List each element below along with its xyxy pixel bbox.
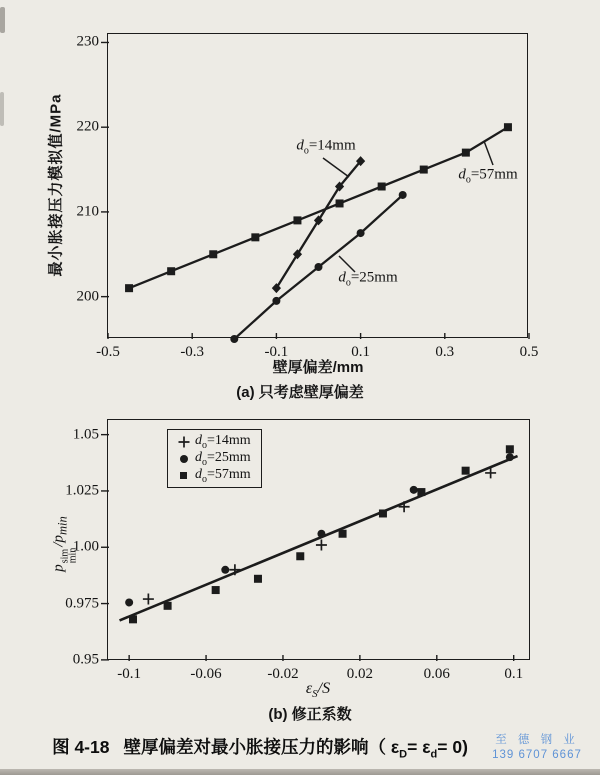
x-tick-label: 0.1: [504, 666, 524, 682]
sup: sim: [59, 548, 71, 564]
series-57mm-marker: [378, 183, 386, 191]
series-57mm-marker: [129, 615, 137, 623]
x-tick-label: 0.06: [423, 666, 450, 682]
series-57mm-marker: [254, 575, 262, 583]
figure-caption: [0, 734, 520, 761]
series-57mm-marker: [462, 149, 470, 157]
y-tick-label: 1.05: [72, 426, 99, 443]
x-tick-label: 0.02: [346, 666, 373, 682]
series-57mm-marker: [504, 123, 512, 131]
series-25mm-marker: [506, 453, 514, 461]
slash: /: [50, 542, 67, 547]
series-14mm-marker: [143, 594, 154, 605]
chart-b-canvas: [108, 420, 531, 661]
y-tick-label: 220: [76, 118, 99, 135]
watermark-phone: 139 6707 6667: [492, 749, 582, 761]
x-tick-label: -0.5: [96, 344, 120, 360]
x-tick-label: -0.02: [267, 666, 299, 682]
x-tick-label: 0.1: [351, 344, 370, 360]
watermark-company: 至 德 钢 业: [495, 734, 579, 746]
chart-b-x-axis-label: [306, 680, 330, 700]
x-tick-label: -0.06: [190, 666, 222, 682]
figure-title: 壁厚偏差对最小胀接压力的影响: [123, 737, 369, 757]
y-tick-label: 1.00: [72, 538, 99, 555]
series-57mm-marker: [379, 509, 387, 517]
x-tick-label: -0.3: [180, 344, 205, 360]
x-tick-label: -0.1: [117, 666, 142, 682]
chart-a-subtitle: (a) 只考虑壁厚偏差: [236, 384, 364, 401]
formula-segment: （: [368, 737, 391, 757]
formula-segment: ε: [305, 680, 313, 697]
y-tick-label: 0.95: [72, 651, 99, 668]
series-25mm-marker: [125, 598, 133, 606]
legend-label: $d_o=14mm$: [195, 432, 251, 451]
series-57mm-marker: [164, 602, 172, 610]
series-57mm-marker: [417, 488, 425, 496]
series-label-14mm: $d_o=14mm$: [296, 137, 356, 157]
series-25mm-marker: [410, 486, 418, 494]
chart-a-y-axis-label: 最小胀接压力模拟值/MPa: [47, 93, 65, 277]
series-25mm-marker: [315, 263, 323, 271]
figure-number: 图 4-18: [52, 737, 110, 757]
series-57mm-marker: [293, 216, 301, 224]
series-25mm-marker: [272, 297, 280, 305]
annotation-leader: [323, 158, 349, 177]
chart-b-subtitle: (b) 修正系数: [268, 706, 352, 723]
x-tick-label: 0.5: [519, 344, 539, 360]
formula-segment: /S: [317, 680, 331, 697]
y-tick-label: 210: [76, 203, 99, 220]
chart-a-plot-area: [76, 33, 539, 360]
p-sim-min: p: [50, 564, 67, 572]
series-25mm-marker: [317, 530, 325, 538]
series-57mm-marker: [167, 267, 175, 275]
series-label-25mm: $d_o=25mm$: [338, 269, 398, 289]
formula-segment: ε: [422, 737, 431, 757]
series-57mm-marker: [209, 250, 217, 258]
series-label-57mm: $d_o=57mm$: [458, 166, 518, 186]
series-57mm-marker: [462, 467, 470, 475]
y-tick-label: 200: [76, 288, 99, 305]
series-57mm-marker: [212, 586, 220, 594]
x-tick-label: -0.1: [264, 344, 289, 360]
series-57mm-marker: [420, 166, 428, 174]
x-tick-label: 0.3: [435, 344, 455, 360]
formula-segment: = 0): [437, 737, 468, 757]
formula-segment: S: [312, 688, 318, 701]
figure-condition-formula: [368, 737, 468, 761]
formula-segment: =: [407, 737, 423, 757]
fit-line: [120, 456, 518, 620]
series-57mm-marker: [296, 552, 304, 560]
legend-label: $d_o=57mm$: [195, 466, 251, 485]
y-tick-label: 0.975: [65, 595, 99, 612]
series-57mm-marker: [506, 445, 514, 453]
watermark: [482, 733, 592, 763]
sub: min: [55, 516, 70, 536]
series-57mm-marker: [339, 530, 347, 538]
series-25mm-marker: [221, 566, 229, 574]
series-25mm-marker: [399, 191, 407, 199]
legend-label: $d_o=25mm$: [195, 449, 251, 468]
formula-segment: ε: [390, 737, 400, 757]
p-min: p: [50, 535, 67, 543]
chart-a-x-axis-label: 壁厚偏差/mm: [272, 359, 364, 376]
sub: min: [67, 547, 79, 564]
series-14mm-marker: [399, 501, 410, 512]
formula-segment: D: [399, 748, 408, 761]
scan-edge-shadow: [0, 769, 600, 775]
formula-segment: d: [430, 748, 438, 761]
series-14mm-marker: [316, 540, 327, 551]
scan-artifact: [0, 7, 5, 33]
y-tick-label: 1.025: [65, 482, 99, 499]
scan-artifact: [0, 92, 4, 126]
series-57mm-marker: [251, 233, 259, 241]
annotation-leader: [484, 141, 493, 165]
series-57mm-marker: [125, 284, 133, 292]
chart-a-canvas: [108, 34, 529, 339]
series-25mm-marker: [230, 335, 238, 343]
y-tick-label: 230: [76, 33, 99, 50]
series-25mm-marker: [357, 229, 365, 237]
series-57mm-marker: [336, 199, 344, 207]
